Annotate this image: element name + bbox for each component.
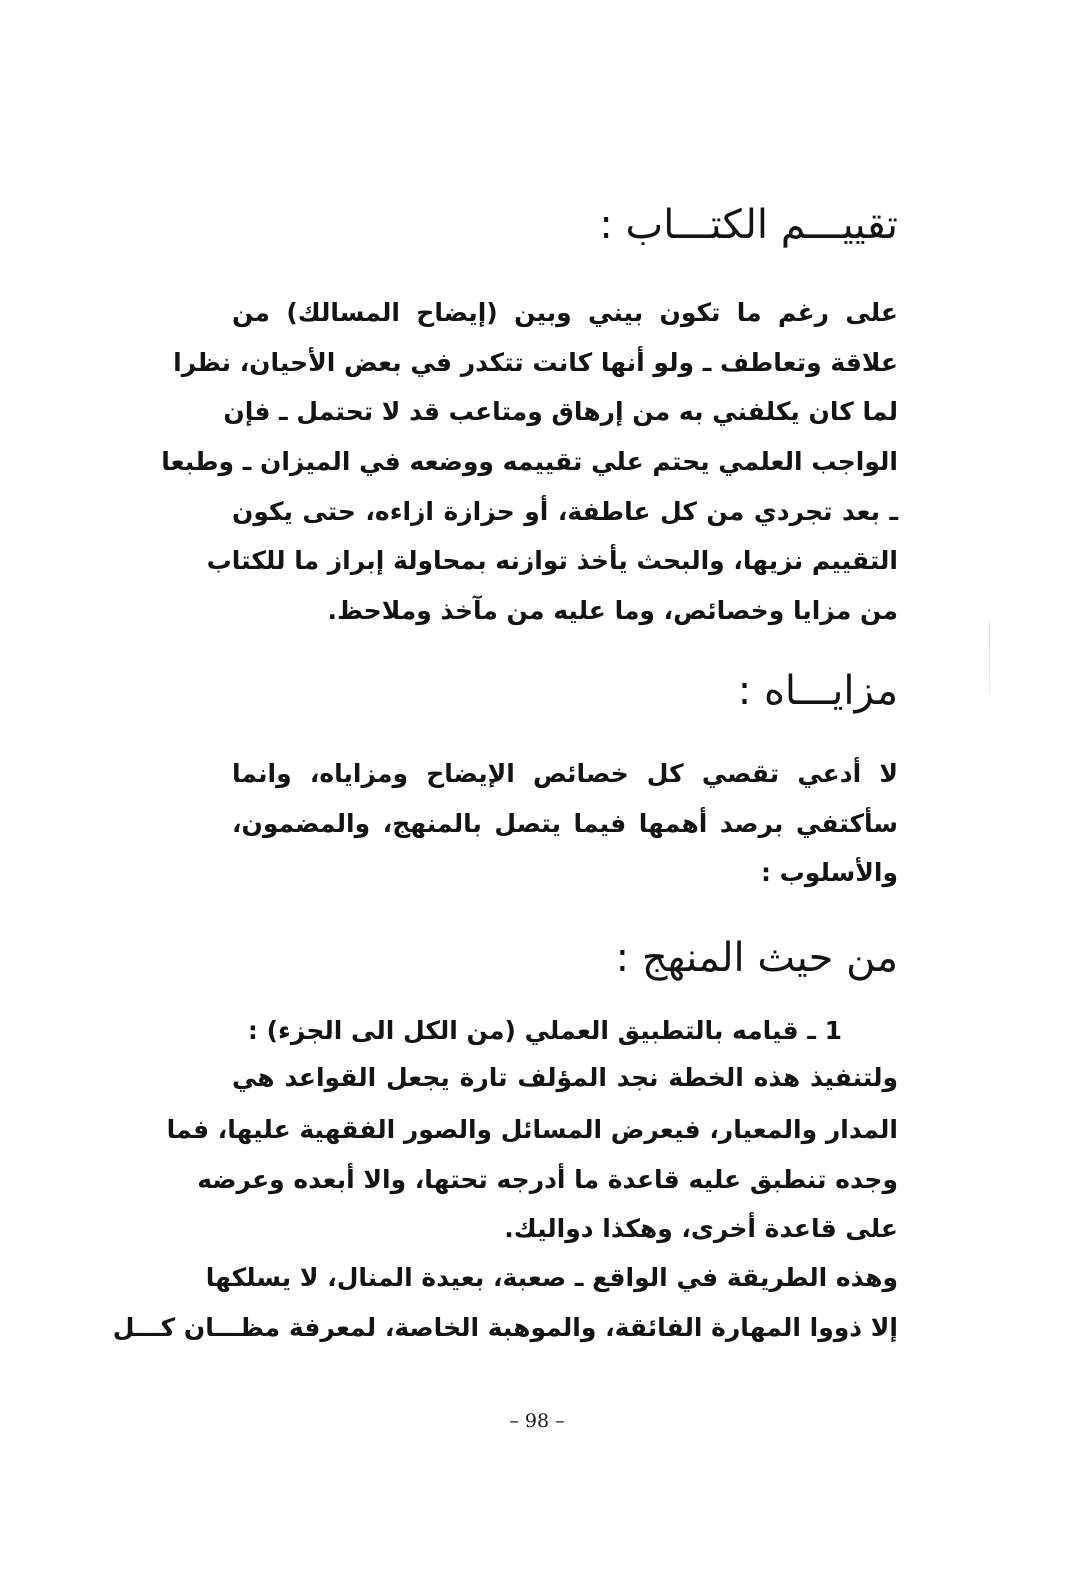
paragraph-line: ـ بعد تجردي من كل عاطفة، أو حزازة ازاءه، حتى يكون	[232, 497, 898, 526]
numbered-point: 1 ـ قيامه بالتطبيق العملي (من الكل الى الجزء) :	[247, 1016, 842, 1045]
paragraph-line: على رغم ما تكون بيني وبين (إيضاح المسالك) من	[232, 298, 898, 327]
heading-methodology: من حيث المنهج :	[615, 935, 898, 981]
paragraph-line: سأكتفي برصد أهمها فيما يتصل بالمنهج، والمضمون،	[232, 809, 898, 838]
paragraph-line: التقييم نزيها، والبحث يأخذ توازنه بمحاولة إبراز ما للكتاب	[206, 546, 898, 575]
paragraph-line: علاقة وتعاطف ـ ولو أنها كانت تتكدر في بعض الأحيان، نظرا	[173, 348, 898, 377]
page-number: – 98 –	[509, 1410, 565, 1432]
paragraph-line: ولتنفيذ هذه الخطة نجد المؤلف تارة يجعل القواعد هي	[232, 1063, 898, 1092]
paragraph-line: الواجب العلمي يحتم علي تقييمه ووضعه في الميزان ـ وطبعا	[161, 447, 898, 476]
paragraph-line: لا أدعي تقصي كل خصائص الإيضاح ومزاياه، وانما	[232, 759, 898, 788]
paragraph-line: المدار والمعيار، فيعرض المسائل والصور الفقهية عليها، فما	[166, 1115, 898, 1144]
paragraph-line: وهذه الطريقة في الواقع ـ صعبة، بعيدة المنال، لا يسلكها	[205, 1263, 898, 1292]
heading-advantages: مزايـــاه :	[737, 668, 898, 714]
paragraph-line: والأسلوب :	[760, 858, 898, 887]
paragraph-line: وجده تنطبق عليه قاعدة ما أدرجه تحتها، والا أبعده وعرضه	[197, 1165, 898, 1194]
scan-artifact	[989, 622, 990, 694]
paragraph-line: من مزايا وخصائص، وما عليه من مآخذ وملاحظ.	[327, 596, 898, 625]
paragraph-line: إلا ذووا المهارة الفائقة، والموهبة الخاصة، لمعرفة مظـــان كـــل	[112, 1313, 898, 1342]
paragraph-line: على قاعدة أخرى، وهكذا دواليك.	[504, 1214, 898, 1243]
paragraph-line: لما كان يكلفني به من إرهاق ومتاعب قد لا تحتمل ـ فإن	[223, 397, 898, 426]
heading-book-evaluation: تقييـــم الكتـــاب :	[599, 202, 898, 248]
